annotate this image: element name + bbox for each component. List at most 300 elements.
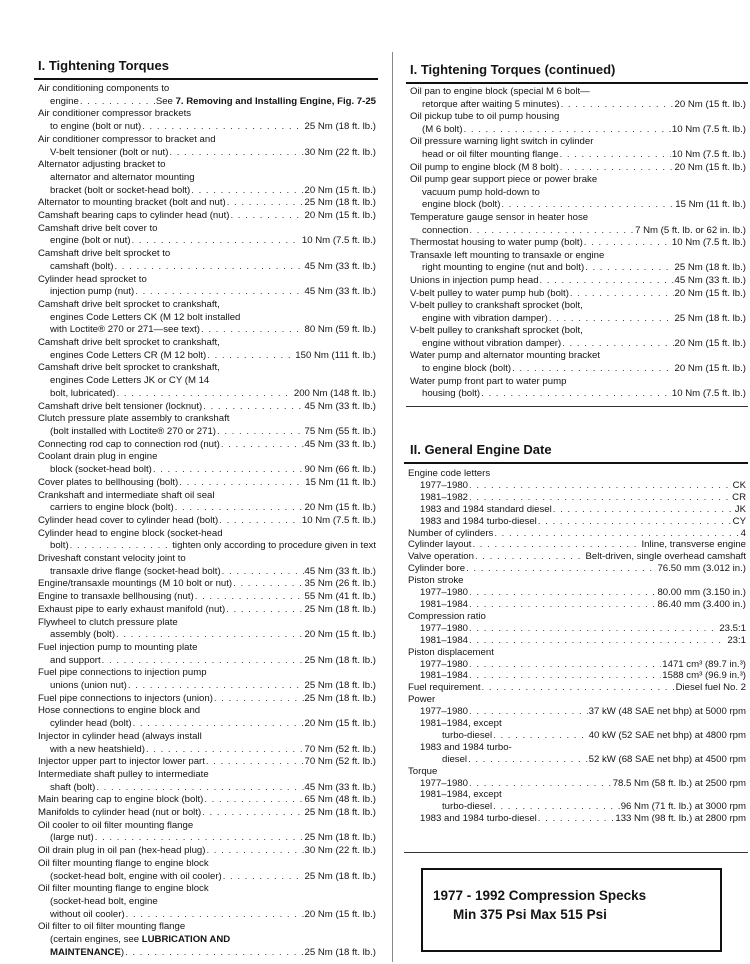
entry-line	[410, 149, 746, 162]
torque-item	[38, 210, 376, 223]
entry-text	[50, 172, 376, 185]
spec-label: Cylinder bore	[408, 563, 466, 575]
dot-leader	[114, 261, 303, 274]
entry-line	[38, 185, 376, 198]
dot-leader	[475, 551, 585, 563]
torque-value: 25 Nm (18 ft. lb.)	[674, 312, 746, 324]
torque-value: 25 Nm (18 ft. lb.)	[304, 680, 376, 692]
entry-text	[38, 731, 376, 744]
entry-line	[38, 96, 376, 109]
torque-item	[38, 845, 376, 858]
torque-item	[38, 731, 376, 756]
torque-value: 30 Nm (22 ft. lb.)	[304, 845, 376, 857]
dot-leader	[560, 162, 674, 175]
entry-text-part: Cover plates to bellhousing (bolt)	[38, 476, 179, 488]
entry-text	[38, 756, 205, 769]
entry-text-part: Alternator to mounting bracket (bolt and nut)	[38, 197, 226, 209]
spec-label: Valve operation	[408, 551, 474, 563]
spec-label: Compression ratio	[408, 610, 486, 622]
entry-text	[38, 210, 229, 223]
torque-value: 15 Nm (11 ft. lb.)	[305, 476, 376, 488]
engine-data-list	[408, 468, 746, 825]
right-section-heading: I. Tightening Torques (continued)	[410, 62, 616, 77]
entry-text	[50, 744, 145, 757]
spec-label: Cylinder layout	[408, 539, 472, 551]
entry-text-part: (M 6 bolt)	[422, 123, 463, 135]
spec-row	[408, 635, 746, 647]
torque-item	[38, 578, 376, 591]
entry-text	[50, 464, 152, 477]
entry-text	[38, 108, 376, 121]
entry-text	[410, 325, 746, 338]
entry-text	[38, 134, 376, 147]
entry-text	[38, 439, 220, 452]
entry-text	[50, 540, 69, 553]
entry-text	[422, 338, 561, 351]
entry-line	[410, 325, 746, 338]
entry-line	[38, 121, 376, 134]
entry-line	[38, 134, 376, 147]
entry-text-part: Oil pan to engine block (special M 6 bolt—	[410, 86, 590, 97]
entry-line	[38, 807, 376, 820]
spec-row	[408, 468, 746, 480]
entry-text-part: Unions in injection pump head	[410, 274, 539, 286]
entry-text	[410, 300, 746, 313]
entry-text	[38, 490, 376, 503]
torque-item	[38, 477, 376, 490]
entry-line	[410, 99, 746, 112]
dot-leader	[501, 199, 674, 212]
torque-item	[410, 111, 746, 136]
entry-text-part: with Loctite® 270 or 271—see text)	[50, 324, 200, 336]
entry-line	[38, 502, 376, 515]
torque-item	[38, 248, 376, 273]
torque-item	[410, 162, 746, 175]
dot-leader	[221, 439, 304, 452]
spec-row	[408, 539, 746, 551]
torque-value: 25 Nm (18 ft. lb.)	[304, 946, 376, 958]
entry-line	[38, 909, 376, 922]
entry-line	[410, 212, 746, 225]
spec-label: 1981–1984, except	[420, 789, 502, 801]
entry-line	[38, 159, 376, 172]
entry-text	[38, 591, 194, 604]
spec-row	[408, 718, 746, 730]
dot-leader	[538, 813, 615, 825]
spec-label: 1981–1984	[420, 634, 469, 646]
entry-text	[50, 782, 95, 795]
column-divider	[392, 52, 393, 962]
entry-text	[50, 629, 115, 642]
torque-item	[410, 275, 746, 288]
entry-text	[38, 83, 376, 96]
torque-item	[410, 212, 746, 237]
entry-text	[410, 136, 746, 149]
spec-label: Number of cylinders	[408, 527, 494, 539]
torque-item	[410, 376, 746, 401]
entry-line	[410, 338, 746, 351]
entry-line	[38, 528, 376, 541]
entry-line	[38, 464, 376, 477]
spec-value: Diesel fuel No. 2	[675, 682, 746, 694]
entry-text	[38, 807, 201, 820]
entry-text-part: Injector upper part to injector lower part	[38, 756, 205, 768]
dot-leader	[222, 566, 304, 579]
entry-text-part: Injector in cylinder head (always install	[38, 730, 202, 742]
torque-item	[38, 858, 376, 883]
dot-leader	[469, 659, 661, 671]
torque-item	[410, 325, 746, 350]
torque-item	[38, 820, 376, 845]
torque-value: tighten only according to procedure given in text	[172, 540, 376, 552]
torque-value: 20 Nm (15 ft. lb.)	[674, 363, 746, 375]
entry-text	[50, 909, 125, 922]
entry-line	[38, 147, 376, 160]
torque-value: 45 Nm (33 ft. lb.)	[304, 400, 376, 412]
spec-value: 37 kW (48 SAE net bhp) at 5000 rpm	[588, 706, 746, 718]
dot-leader	[469, 706, 588, 718]
entry-line	[38, 83, 376, 96]
entry-line	[38, 439, 376, 452]
entry-line	[38, 629, 376, 642]
spec-row	[408, 694, 746, 706]
spec-label: 1981–1984	[420, 598, 469, 610]
entry-text-part: V-belt tensioner (bolt or nut)	[50, 146, 169, 158]
entry-text	[410, 237, 583, 250]
reference-prefix: See	[155, 95, 176, 107]
dot-leader	[217, 426, 304, 439]
dot-leader	[201, 324, 304, 337]
entry-text	[38, 769, 376, 782]
entry-line	[38, 274, 376, 287]
dot-leader	[469, 778, 612, 790]
torque-item	[38, 642, 376, 667]
torque-value: 150 Nm (111 ft. lb.)	[295, 349, 376, 361]
entry-text-part: (socket-head bolt, engine with oil cooler)	[50, 870, 222, 882]
dot-leader	[233, 578, 303, 591]
entry-line	[38, 680, 376, 693]
torque-item	[38, 401, 376, 414]
entry-line	[38, 858, 376, 871]
entry-line	[38, 617, 376, 630]
entry-line	[38, 731, 376, 744]
entry-line	[38, 782, 376, 795]
entry-text-part: Oil pump gear support piece or power brake	[410, 174, 598, 186]
entry-text	[50, 718, 132, 731]
entry-line	[38, 388, 376, 401]
dot-leader	[126, 909, 304, 922]
spec-label: diesel	[442, 753, 468, 765]
dot-leader	[226, 604, 303, 617]
entry-text-part: engines Code Letters JK or CY (M 14	[50, 375, 210, 387]
spec-value: 23.5:1	[719, 622, 746, 634]
entry-text	[422, 124, 463, 137]
left-heading-rule	[34, 78, 378, 80]
entry-text	[38, 921, 376, 934]
torque-value: 7 Nm (5 ft. lb. or 62 in. lb.)	[635, 224, 746, 236]
torque-value: 25 Nm (18 ft. lb.)	[304, 870, 376, 882]
torque-item	[38, 337, 376, 362]
dot-leader	[195, 591, 304, 604]
dot-leader	[95, 832, 304, 845]
entry-text	[38, 401, 202, 414]
spec-value: Inline, transverse engine	[641, 539, 746, 551]
entry-text-part: Flywheel to clutch pressure plate	[38, 616, 178, 628]
torque-value: 45 Nm (33 ft. lb.)	[674, 274, 746, 286]
dot-leader	[153, 464, 304, 477]
entry-text-part: alternator and alternator mounting	[50, 171, 195, 183]
entry-text-part: Oil drain plug in oil pan (hex-head plug)	[38, 845, 206, 857]
right-heading-rule	[406, 82, 748, 84]
dot-leader	[493, 801, 620, 813]
dot-leader	[469, 599, 656, 611]
torque-value: 35 Nm (26 ft. lb.)	[304, 578, 376, 590]
torque-value: 10 Nm (7.5 ft. lb.)	[301, 235, 376, 247]
spec-label: 1977–1980	[420, 622, 469, 634]
entry-text	[50, 96, 79, 109]
torque-value: 200 Nm (148 ft. lb.)	[293, 387, 376, 399]
entry-text-part: connection	[422, 224, 469, 236]
entry-text	[422, 199, 500, 212]
spec-row	[408, 647, 746, 659]
entry-line	[38, 286, 376, 299]
spec-value: JK	[734, 503, 746, 515]
entry-text-part: camshaft (bolt)	[50, 260, 114, 272]
dot-leader	[116, 629, 304, 642]
torque-item	[410, 250, 746, 275]
entry-line	[38, 413, 376, 426]
dot-leader	[469, 670, 661, 682]
spec-label: Power	[408, 694, 436, 706]
spec-value: 1471 cm³ (89.7 in.³)	[662, 658, 746, 670]
entry-line	[38, 744, 376, 757]
entry-text-after: )	[120, 946, 125, 958]
torque-value: 20 Nm (15 ft. lb.)	[304, 184, 376, 196]
entry-text-part: Clutch pressure plate assembly to crankshaft	[38, 413, 230, 425]
entry-line	[38, 604, 376, 617]
entry-line	[38, 515, 376, 528]
entry-line	[38, 362, 376, 375]
torque-value: 70 Nm (52 ft. lb.)	[304, 743, 376, 755]
right-section-end-rule	[406, 406, 748, 407]
dot-leader	[102, 655, 304, 668]
torque-value: 90 Nm (66 ft. lb.)	[304, 464, 376, 476]
dot-leader	[540, 275, 674, 288]
entry-text-part: Fuel pipe connections to injection pump	[38, 667, 207, 679]
dot-leader	[179, 477, 304, 490]
spec-row	[408, 778, 746, 790]
torque-item	[38, 807, 376, 820]
dot-leader	[469, 492, 731, 504]
dot-leader	[481, 388, 671, 401]
dot-leader	[204, 794, 303, 807]
spec-label: 1977–1980	[420, 587, 469, 599]
dot-leader	[493, 730, 588, 742]
entry-text-part: engine	[50, 95, 79, 107]
dot-leader	[202, 807, 303, 820]
entry-text-part: Air conditioning components to	[38, 83, 170, 94]
entry-line	[410, 376, 746, 389]
dot-leader	[469, 480, 732, 492]
entry-text-part: Fuel pipe connections to injectors (union)	[38, 692, 213, 704]
entry-text-part: Camshaft drive belt sprocket to	[38, 248, 171, 260]
dot-leader	[142, 121, 303, 134]
entry-text-part: bolt, lubricated)	[50, 387, 116, 399]
entry-text-part: engine with vibration damper)	[422, 312, 548, 324]
entry-text-part: vacuum pump hold-down to	[422, 186, 540, 198]
torque-item	[38, 108, 376, 133]
entry-text	[410, 111, 746, 124]
entry-text	[38, 223, 376, 236]
spec-value: CY	[732, 515, 746, 527]
torque-item	[38, 604, 376, 617]
entry-text-part: Engine to transaxle bellhousing (nut)	[38, 591, 194, 603]
torque-item	[38, 553, 376, 578]
torque-value: 55 Nm (41 ft. lb.)	[304, 591, 376, 603]
torque-value: 70 Nm (52 ft. lb.)	[304, 756, 376, 768]
entry-text	[50, 147, 168, 160]
spec-row	[408, 623, 746, 635]
dot-leader	[135, 286, 303, 299]
torque-value: 25 Nm (18 ft. lb.)	[304, 654, 376, 666]
entry-line	[410, 136, 746, 149]
entry-text-part: Engine/transaxle mountings (M 10 bolt or nut)	[38, 578, 233, 590]
entry-text-part: and support	[50, 654, 101, 666]
dot-leader	[133, 718, 304, 731]
torque-item	[410, 350, 746, 375]
torque-value: 15 Nm (11 ft. lb.)	[675, 199, 746, 211]
entry-line	[38, 553, 376, 566]
dot-leader	[494, 528, 739, 540]
torque-value: 20 Nm (15 ft. lb.)	[304, 718, 376, 730]
entry-line	[38, 934, 376, 947]
entry-text-part: bracket (bolt or socket-head bolt)	[50, 184, 191, 196]
torque-value: 20 Nm (15 ft. lb.)	[674, 161, 746, 173]
entry-text-part: engine without vibration damper)	[422, 337, 562, 349]
entry-text-part: Camshaft drive belt sprocket to crankshaft,	[38, 362, 220, 374]
dot-leader	[191, 185, 303, 198]
dot-leader	[128, 680, 304, 693]
dot-leader	[227, 197, 304, 210]
entry-text	[38, 617, 376, 630]
entry-line	[38, 667, 376, 680]
entry-line	[38, 172, 376, 185]
entry-text	[422, 149, 559, 162]
entry-line	[410, 350, 746, 363]
spec-row	[408, 742, 746, 754]
dot-leader	[469, 225, 634, 238]
spec-value: 96 Nm (71 ft. lb.) at 3000 rpm	[620, 801, 746, 813]
entry-line	[38, 845, 376, 858]
entry-text	[410, 212, 746, 225]
entry-text-part: Cylinder head cover to cylinder head (bolt)	[38, 514, 219, 526]
dot-leader	[584, 237, 671, 250]
reference-target: 7. Removing and Installing Engine, Fig. 7-25	[175, 95, 376, 107]
entry-text	[422, 363, 511, 376]
torque-value: 10 Nm (7.5 ft. lb.)	[671, 237, 746, 249]
dot-leader	[482, 682, 675, 694]
entry-text	[38, 337, 376, 350]
dot-leader	[132, 235, 301, 248]
entry-text-part: Exhaust pipe to early exhaust manifold (nut)	[38, 603, 226, 615]
spec-value: CK	[732, 479, 746, 491]
entry-text-part: Water pump and alternator mounting bracket	[410, 350, 601, 362]
cross-reference	[156, 96, 376, 109]
dot-leader	[175, 502, 304, 515]
spec-row	[408, 754, 746, 766]
spec-value: 1588 cm³ (96.9 in.³)	[662, 670, 746, 682]
entry-text-part: block (socket-head bolt)	[50, 464, 152, 476]
dot-leader	[206, 756, 304, 769]
spec-label: 1983 and 1984 turbo-	[420, 741, 512, 753]
dot-leader	[512, 363, 673, 376]
spec-row	[408, 706, 746, 718]
entry-text	[38, 197, 226, 210]
entry-text	[410, 174, 746, 187]
entry-text	[38, 667, 376, 680]
torque-value: 20 Nm (15 ft. lb.)	[674, 337, 746, 349]
spec-label: 1977–1980	[420, 479, 469, 491]
dot-leader	[464, 124, 671, 137]
entry-text	[422, 187, 746, 200]
entry-text	[50, 312, 376, 325]
entry-text	[50, 934, 376, 947]
spec-label: 1981–1984	[420, 670, 469, 682]
entry-line	[410, 288, 746, 301]
spec-value: 80.00 mm (3.150 in.)	[657, 587, 746, 599]
spec-value: 78.5 Nm (58 ft. lb.) at 2500 rpm	[612, 777, 746, 789]
entry-line	[38, 947, 376, 960]
entry-line	[410, 174, 746, 187]
dot-leader	[230, 210, 303, 223]
torque-item	[38, 921, 376, 959]
torque-value: 10 Nm (7.5 ft. lb.)	[301, 514, 376, 526]
entry-line	[38, 337, 376, 350]
entry-line	[38, 451, 376, 464]
entry-text-part: Fuel injection pump to mounting plate	[38, 641, 198, 653]
entry-text-part: Transaxle left mounting to transaxle or engine	[410, 249, 605, 261]
dot-leader	[468, 754, 588, 766]
spec-row	[408, 813, 746, 825]
entry-text-part: Crankshaft and intermediate shaft oil seal	[38, 489, 215, 501]
torque-value: 45 Nm (33 ft. lb.)	[304, 438, 376, 450]
entry-text	[38, 820, 376, 833]
entry-line	[38, 108, 376, 121]
left-section-heading: I. Tightening Torques	[38, 58, 169, 73]
dot-leader	[560, 149, 671, 162]
dot-leader	[207, 350, 294, 363]
spec-row	[408, 575, 746, 587]
entry-text	[50, 871, 222, 884]
entry-text-part: Oil filter to oil filter mounting flange	[38, 921, 186, 933]
entry-line	[38, 426, 376, 439]
entry-text	[38, 413, 376, 426]
entry-text-part: head or oil filter mounting flange	[422, 148, 559, 160]
entry-line	[38, 350, 376, 363]
torque-item	[38, 794, 376, 807]
spec-row	[408, 659, 746, 671]
entry-line	[38, 566, 376, 579]
spec-row	[408, 611, 746, 623]
entry-text-bold: MAINTENANCE	[50, 946, 121, 958]
entry-text-part: shaft (bolt)	[50, 781, 96, 793]
torque-item	[410, 300, 746, 325]
entry-text	[410, 86, 746, 99]
entry-text-part: Manifolds to cylinder head (nut or bolt)	[38, 807, 202, 819]
engine-heading-rule	[404, 462, 748, 464]
entry-line	[410, 124, 746, 137]
entry-text	[422, 99, 560, 112]
